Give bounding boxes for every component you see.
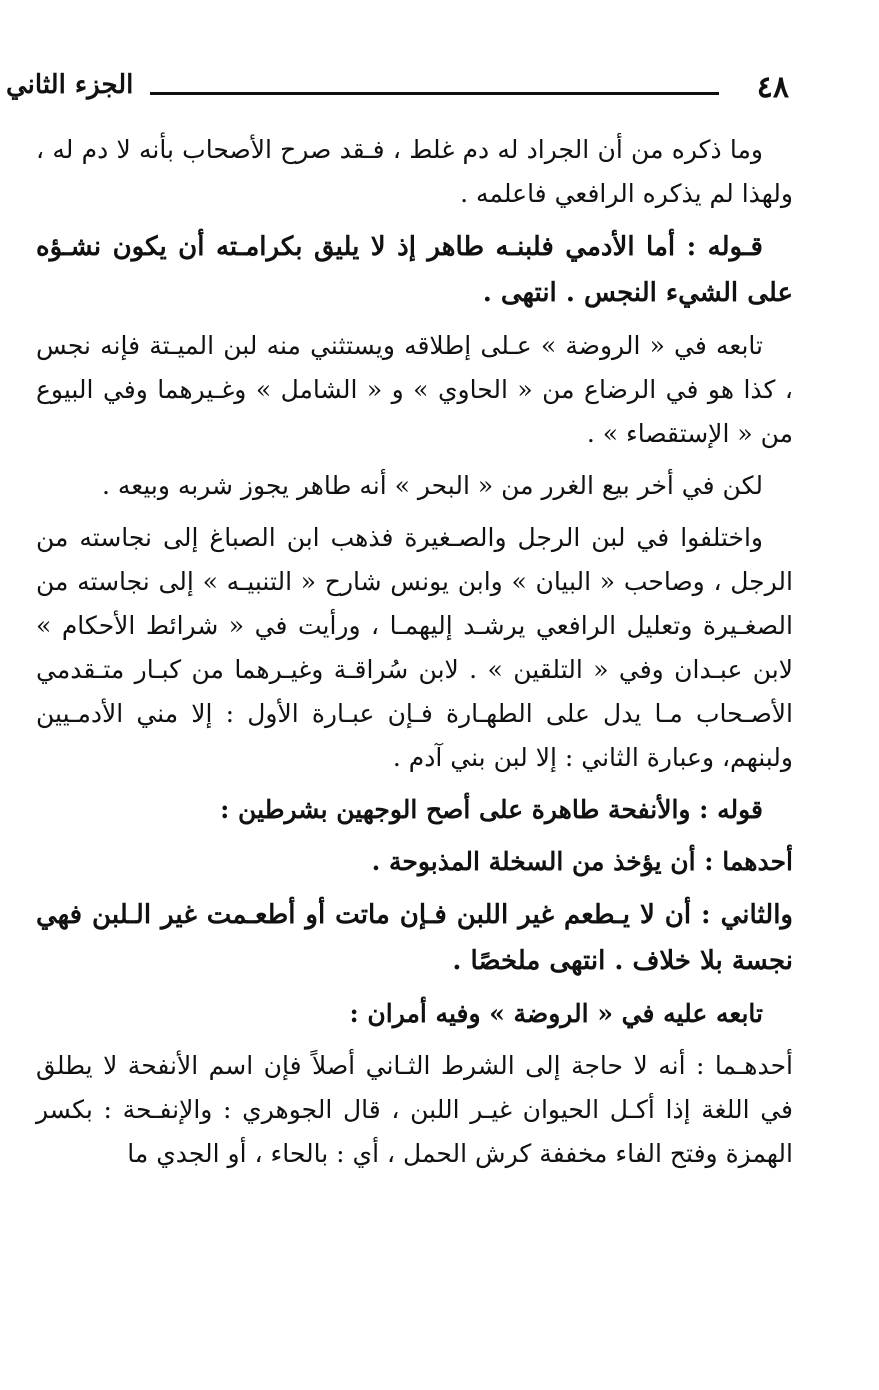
paragraph: وما ذكره من أن الجراد له دم غلط ، فـقد صرح الأصحاب بأنه لا دم له ، ولهذا لم يذكره الرافعي فاعلمه . [36,135,793,208]
paragraph: لكن في أخر بيع الغرر من « البحر » أنه طاهر يجوز شربه وبيعه . [101,471,763,500]
quoted-statement: والثاني : أن لا يـطعم غير اللبن فـإن ماتت أو أطعـمت غير الـلبن فهي نجسة بلا خلاف . انتهى ملخصًا . [36,900,793,976]
paragraph: أحدهـما : أنه لا حاجة إلى الشرط الثـاني أصلاً فإن اسم الأنفحة لا يطلق في اللغة إذا أكـل الحيوان غيـر اللبن ، قال الجوهري : والإنفـحة : بكسر الهمزة وفتح الفاء مخففة كرش الحمل ، أي : بالحاء ، أو الجدي ما [36,1051,793,1168]
quoted-statement: قوله : والأنفحة طاهرة على أصح الوجهين بشرطين : [220,795,763,824]
page-header [0,70,879,110]
quoted-statement: أحدهما : أن يؤخذ من السخلة المذبوحة . [371,847,793,876]
header-rule [150,92,719,95]
quoted-statement: قـوله : أما الأدمي فلبنـه طاهر إذ لا يليق بكرامـته أن يكون نشـؤه على الشيء النجس . انتهى . [36,232,793,308]
paragraph: تابعه في « الروضة » عـلى إطلاقه ويستثني منه لبن الميـتة فإنه نجس ، كذا هو في الرضاع من « الحاوي » و « الشامل » وغـيرهما وفي البيوع من « الإستقصاء » . [36,331,793,448]
running-title: الجزء الثاني [6,70,134,100]
page-body [36,128,793,1184]
paragraph: واختلفوا في لبن الرجل والصـغيرة فذهب ابن الصباغ إلى نجاسته من الرجل ، وصاحب « البيان » وابن يونس شارح « التنبيـه » إلى نجاسته من الصغـيرة وتعليل الرافعي يرشـد إليهمـا ، ورأيت في « شرائط الأحكام » لابن عبـدان وفي « التلقين » . لابن سُراقـة وغيـرهما من كبـار متـقدمي الأصـحاب مـا يدل على الطهـارة فـإن عبـارة الأول : إلا مني الأدمـيين ولبنهم، وعبارة الثاني : إلا لبن بني آدم . [36,523,793,772]
page-number: ٤٨ [756,70,789,105]
paragraph-heading: تابعه عليه في « الروضة » وفيه أمران : [349,999,763,1028]
